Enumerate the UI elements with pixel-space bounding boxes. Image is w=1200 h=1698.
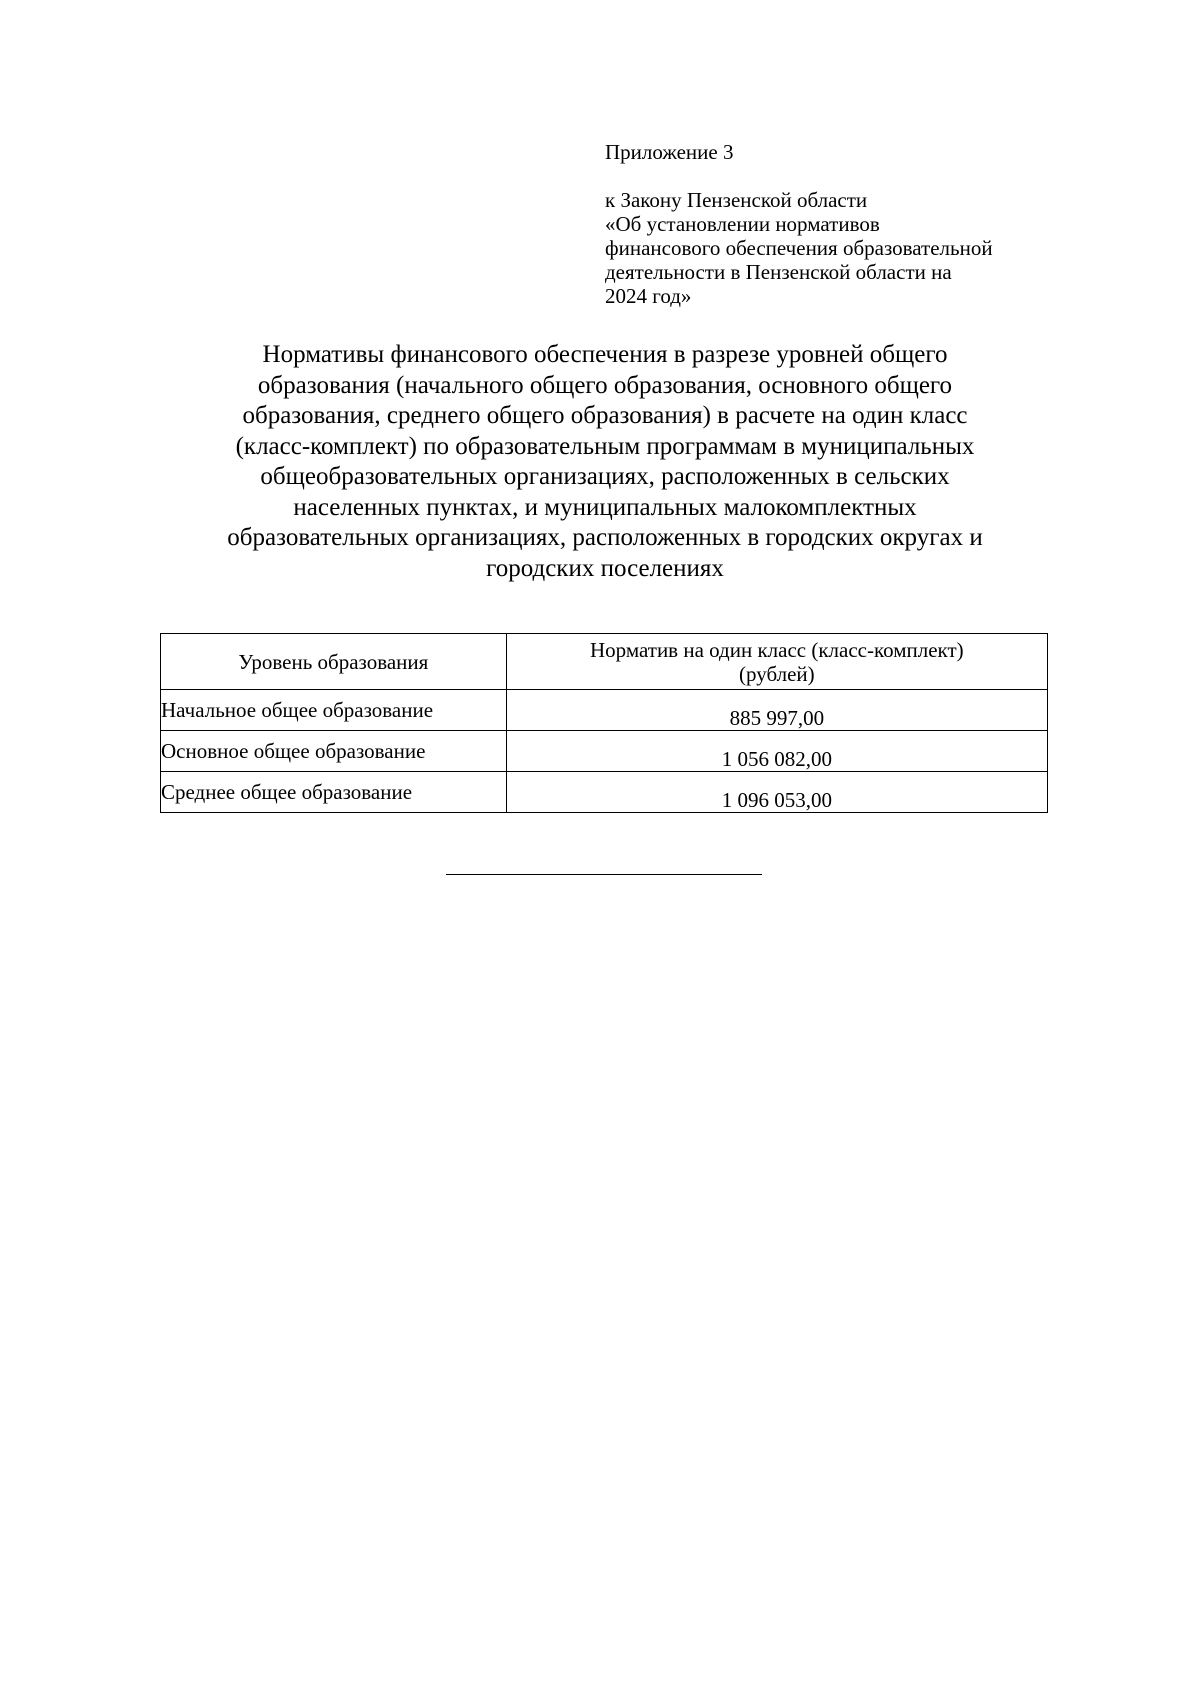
appendix-line: деятельности в Пензенской области на	[605, 260, 952, 284]
title-line: (класс-комплект) по образовательным программам в муниципальных	[235, 432, 975, 460]
table-row	[161, 690, 1048, 731]
appendix-line: к Закону Пензенской области	[605, 188, 868, 212]
title-line: городских поселениях	[486, 554, 724, 582]
document-title	[160, 340, 1050, 584]
appendix-line: «Об установлении нормативов	[605, 212, 880, 236]
value-cell: 1 096 053,00	[506, 772, 1047, 813]
header-norm	[506, 634, 1047, 690]
header-level: Уровень образования	[161, 634, 507, 690]
level-cell: Основное общее образование	[161, 731, 507, 772]
title-line: общеобразовательных организациях, расположенных в сельских	[260, 463, 950, 490]
appendix-number: Приложение 3	[605, 140, 734, 164]
table-header-row	[161, 634, 1048, 690]
header-norm-unit: (рублей)	[739, 661, 815, 686]
title-line: Нормативы финансового обеспечения в разрезе уровней общего	[262, 341, 948, 368]
table-row	[161, 772, 1048, 813]
level-cell: Начальное общее образование	[161, 690, 507, 731]
norms-table	[160, 633, 1048, 813]
title-line: населенных пунктах, и муниципальных малокомплектных	[293, 493, 917, 521]
title-line: образования (начального общего образования, основного общего	[257, 371, 953, 399]
appendix-line: 2024 год»	[605, 284, 692, 308]
value-cell: 1 056 082,00	[506, 731, 1047, 772]
value-cell: 885 997,00	[506, 690, 1047, 731]
end-divider	[446, 874, 762, 875]
level-cell: Среднее общее образование	[161, 772, 507, 813]
header-norm-line: Норматив на один класс (класс-комплект)	[590, 637, 964, 662]
table-row	[161, 731, 1048, 772]
title-line: образования, среднего общего образования) в расчете на один класс	[242, 402, 968, 429]
title-line: образовательных организациях, расположенных в городских округах и	[227, 524, 983, 551]
appendix-block	[605, 140, 1075, 308]
appendix-line: финансового обеспечения образовательной	[605, 236, 993, 260]
